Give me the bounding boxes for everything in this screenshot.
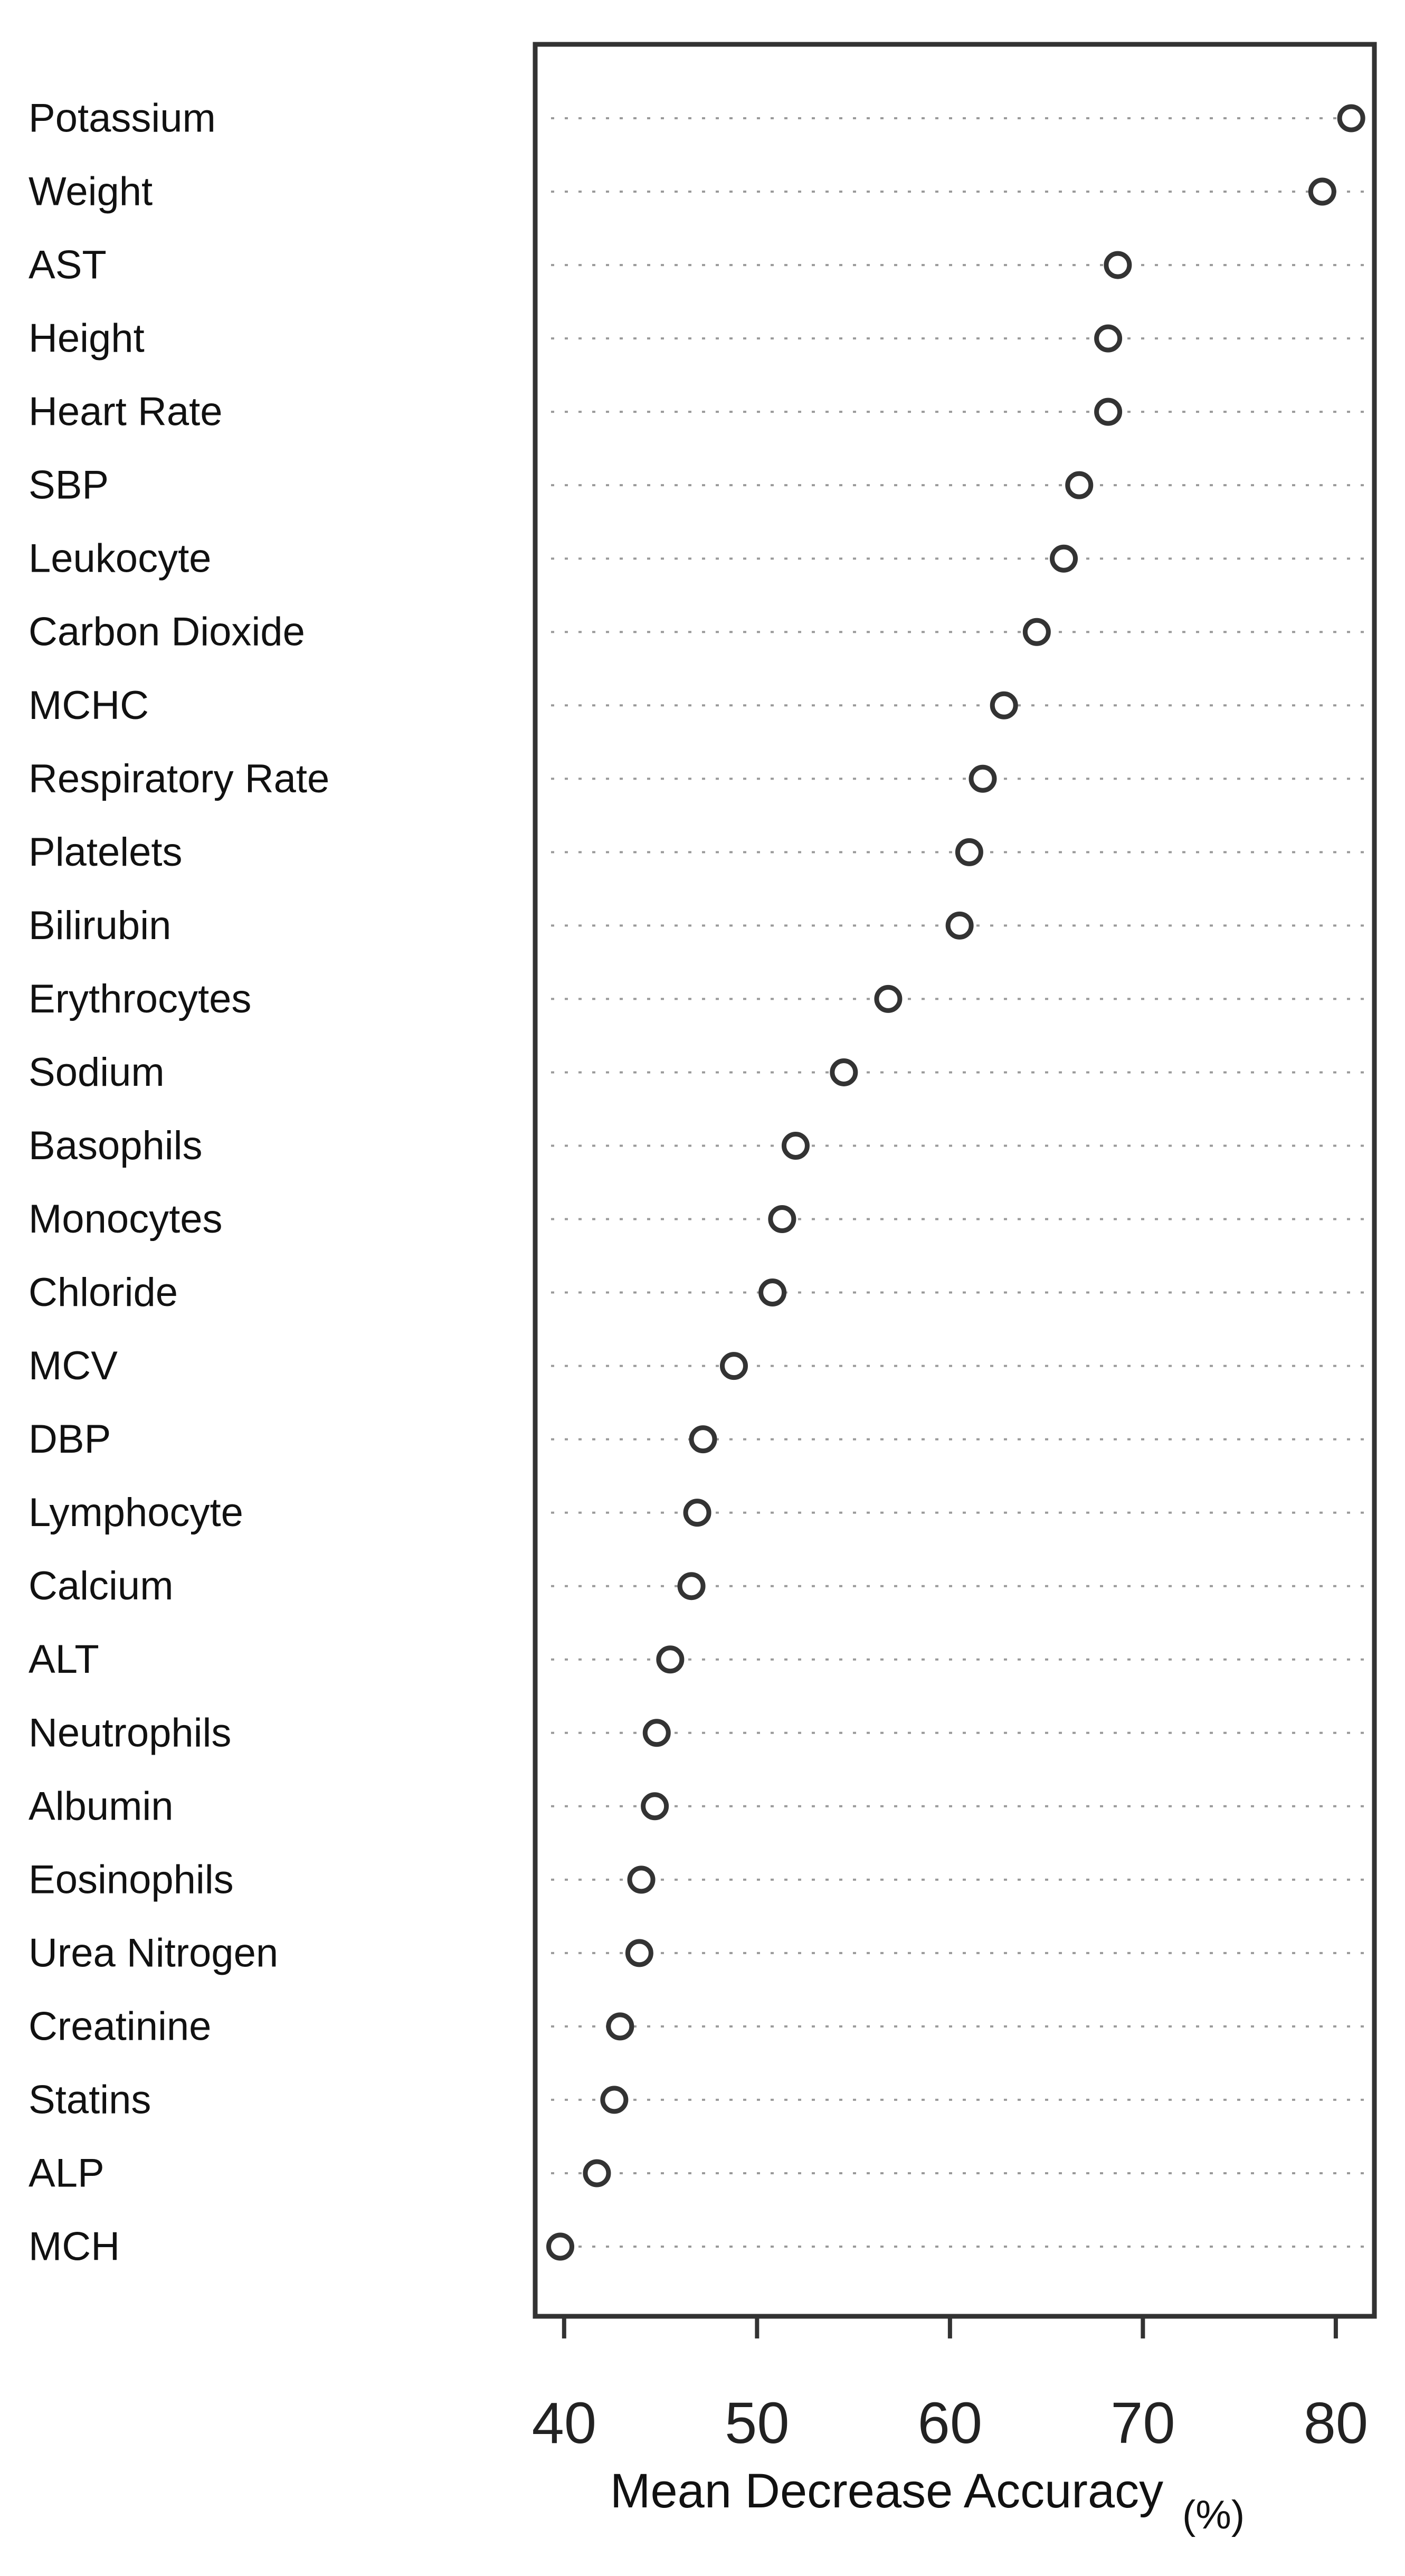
point-chloride [761,1281,784,1304]
point-monocytes [771,1208,794,1231]
category-label-creatinine: Creatinine [29,2004,212,2049]
category-label-ast: AST [29,242,107,288]
category-label-mchc: MCHC [29,683,149,728]
point-mch [549,2235,572,2258]
point-neutrophils [645,1721,668,1745]
category-label-sbp: SBP [29,462,109,508]
category-labels [29,96,329,2269]
x-tick-label-50: 50 [725,2391,790,2456]
grid-lines [551,118,1364,2247]
category-label-mcv: MCV [29,1343,118,1389]
x-tick-label-40: 40 [531,2391,597,2456]
category-label-albumin: Albumin [29,1784,174,1829]
category-label-lymphocyte: Lymphocyte [29,1490,243,1536]
point-mchc [992,694,1015,717]
point-bilirubin [948,914,971,937]
point-urea-nitrogen [628,1942,651,1965]
point-weight [1311,180,1334,203]
category-label-chloride: Chloride [29,1270,178,1315]
category-label-statins: Statins [29,2077,151,2123]
point-ast [1106,253,1129,277]
category-label-mch: MCH [29,2224,120,2269]
category-label-respiratory-rate: Respiratory Rate [29,756,330,801]
point-dbp [691,1428,715,1451]
category-label-dbp: DBP [29,1417,111,1462]
category-label-potassium: Potassium [29,96,216,141]
x-axis [532,2316,1368,2456]
point-mcv [722,1355,745,1378]
category-label-calcium: Calcium [29,1564,174,1609]
category-label-leukocyte: Leukocyte [29,536,212,581]
x-axis-title: Mean Decrease Accuracy [610,2464,1164,2518]
category-label-neutrophils: Neutrophils [29,1710,232,1756]
x-tick-label-80: 80 [1303,2391,1369,2456]
category-label-sodium: Sodium [29,1049,165,1095]
point-erythrocytes [877,987,900,1010]
category-label-weight: Weight [29,169,153,214]
category-label-platelets: Platelets [29,829,183,875]
x-tick-label-70: 70 [1110,2391,1175,2456]
category-label-alp: ALP [29,2151,105,2196]
point-respiratory-rate [971,767,994,790]
point-alp [585,2162,609,2185]
point-platelets [957,840,981,864]
point-leukocyte [1052,547,1076,570]
category-label-urea-nitrogen: Urea Nitrogen [29,1930,279,1976]
point-basophils [784,1134,807,1157]
point-sbp [1068,473,1091,497]
point-heart-rate [1097,400,1120,423]
category-label-height: Height [29,316,145,361]
point-potassium [1340,107,1363,130]
point-carbon-dioxide [1025,620,1048,643]
point-albumin [643,1795,667,1818]
point-eosinophils [630,1868,653,1891]
category-label-heart-rate: Heart Rate [29,389,223,434]
data-points [549,107,1363,2258]
plot-frame [535,44,1374,2316]
category-label-bilirubin: Bilirubin [29,903,172,948]
x-axis-unit: (%) [1182,2493,1245,2537]
category-label-carbon-dioxide: Carbon Dioxide [29,609,305,655]
point-sodium [832,1060,856,1084]
point-calcium [680,1575,703,1598]
category-label-monocytes: Monocytes [29,1197,223,1242]
point-creatinine [609,2015,632,2038]
point-lymphocyte [686,1501,709,1524]
category-label-alt: ALT [29,1637,99,1682]
category-label-eosinophils: Eosinophils [29,1857,234,1902]
category-label-erythrocytes: Erythrocytes [29,976,252,1021]
category-label-basophils: Basophils [29,1123,203,1168]
point-alt [659,1648,682,1671]
point-statins [603,2088,626,2111]
x-tick-label-60: 60 [917,2391,983,2456]
point-height [1097,327,1120,350]
